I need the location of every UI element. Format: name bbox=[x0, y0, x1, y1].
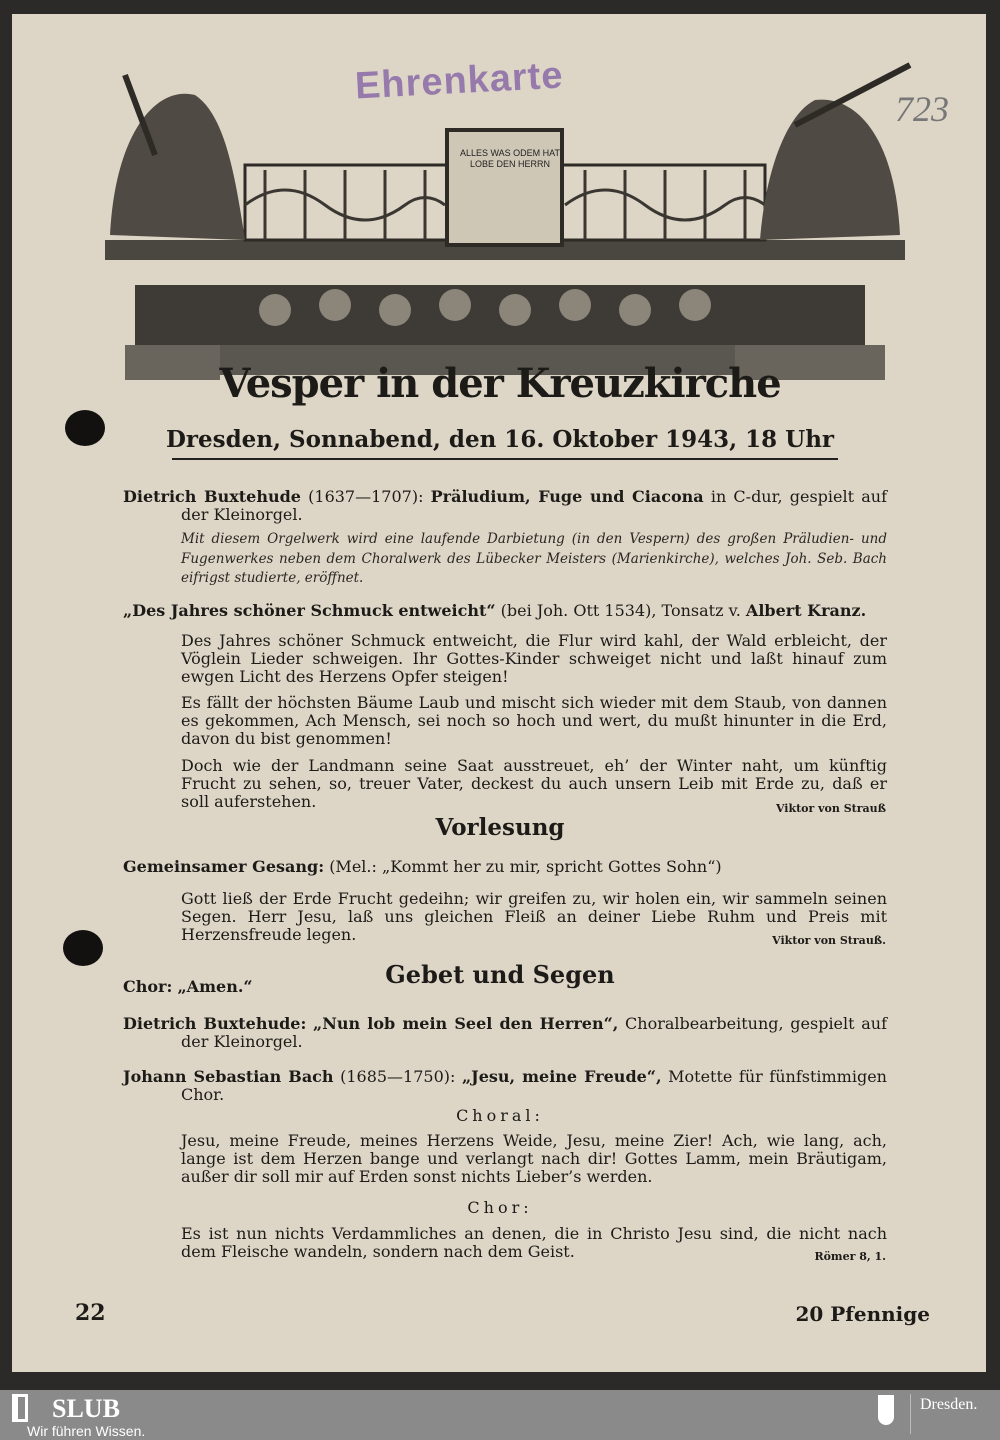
stanza: Es fällt der höchsten Bäume Laub und mischt sich wieder mit dem Staub, von dannen es gekommen, Ach Mensch, sei noch so hoch und wert, du mußt hinunter in die Erd, davon du bist genommen! bbox=[181, 693, 887, 748]
price: 20 Pfennige bbox=[795, 1302, 930, 1326]
divider bbox=[172, 458, 838, 460]
slub-tagline: Wir führen Wissen. bbox=[27, 1423, 146, 1439]
chor-text: Es ist nun nichts Verdammliches an denen, die in Christo Jesu sind, die nicht nach dem Fleische wandeln, sondern nach dem Geist. bbox=[181, 1224, 887, 1261]
inscription-plaque: ALLES WAS ODEM HAT LOBE DEN HERRN bbox=[459, 148, 561, 169]
event-date: Dresden, Sonnabend, den 16. Oktober 1943, 18 Uhr bbox=[165, 426, 835, 453]
program-note: Mit diesem Orgelwerk wird eine laufende Darbietung (in den Vespern) des großen Präludien- und Fugenwerkes neben dem Choralwerk des Lübecker Meisters (Marienkirche), welches Joh. Seb. Bach eifrigst studierte, eröffnet. bbox=[181, 531, 887, 586]
stanza: Des Jahres schöner Schmuck entweicht, die Flur wird kahl, der Wald erbleicht, der Vöglein Lieder schweigen. Ihr Gottes-Kinder schweiget nicht und laßt hinauf zum ewgen Licht des Herzens Opfer steigen! bbox=[181, 631, 887, 686]
stanza: Doch wie der Landmann seine Saat ausstreuet, eh’ der Winter naht, um künftig Frucht zu sehen, so, treuer Vater, deckest du auch unsern Leib mit Erde zu, daß er soll auferstehen. bbox=[181, 756, 887, 811]
choral-text: Jesu, meine Freude, meines Herzens Weide, Jesu, meine Zier! Ach, wie lang, ach, lange ist dem Herzen bange und verlangt nach dir! Gottes Lamm, mein Bräutigam, außer dir soll mir auf Erden sonst nichts Lieber’s werden. bbox=[181, 1131, 887, 1186]
section-heading-prayer: Gebet und Segen bbox=[385, 960, 615, 989]
program-item-chorale: „Des Jahres schöner Schmuck entweicht“ (bei Joh. Ott 1534), Tonsatz v. Albert Kranz. bbox=[123, 601, 867, 620]
program-item-hymn: Gemeinsamer Gesang: (Mel.: „Kommt her zu mir, spricht Gottes Sohn“) bbox=[123, 857, 722, 876]
divider bbox=[910, 1394, 911, 1434]
honorary-ticket-stamp: Ehrenkarte bbox=[354, 54, 565, 108]
program-item-bach: Johann Sebastian Bach (1685—1750): „Jesu, meine Freude“, Motette für fünfstimmigen Chor. bbox=[123, 1067, 887, 1104]
bible-reference: Römer 8, 1. bbox=[814, 1250, 886, 1263]
program-item-buxtehude-chorale: Dietrich Buxtehude: „Nun lob mein Seel den Herren“, Choralbearbeitung, gespielt auf der Kleinorgel. bbox=[123, 1014, 887, 1051]
section-heading-reading: Vorlesung bbox=[435, 814, 565, 841]
lyric-author: Viktor von Strauß. bbox=[772, 934, 886, 947]
footer-bar bbox=[0, 1390, 1000, 1440]
page-number: 22 bbox=[75, 1300, 106, 1326]
program-item-buxtehude-praeludium: Dietrich Buxtehude (1637—1707): Präludium, Fuge und Ciacona in C-dur, gespielt auf der Kleinorgel. bbox=[123, 487, 887, 524]
slub-logo[interactable]: SLUB bbox=[52, 1394, 120, 1423]
hymn-text: Gott ließ der Erde Frucht gedeihn; wir greifen zu, wir holen ein, wir sammeln seinen Segen. Herr Jesu, laß uns gleichen Fleiß an deiner Liebe Ruhm und Preis mit Herzensfreude legen. bbox=[181, 889, 887, 944]
choral-label: Choral: bbox=[456, 1106, 544, 1125]
page-title: Vesper in der Kreuzkirche bbox=[219, 360, 781, 407]
dresden-logo[interactable]: Dresden. bbox=[920, 1396, 978, 1413]
organ-loft-illustration bbox=[95, 55, 915, 385]
dresden-coat-of-arms-icon bbox=[878, 1395, 894, 1425]
handwritten-number: 723 bbox=[895, 89, 949, 129]
chor-label: Chor: bbox=[467, 1198, 533, 1217]
lyric-author: Viktor von Strauß bbox=[775, 802, 886, 815]
book-icon bbox=[12, 1394, 28, 1422]
program-item-amen: Chor: „Amen.“ bbox=[123, 977, 253, 996]
